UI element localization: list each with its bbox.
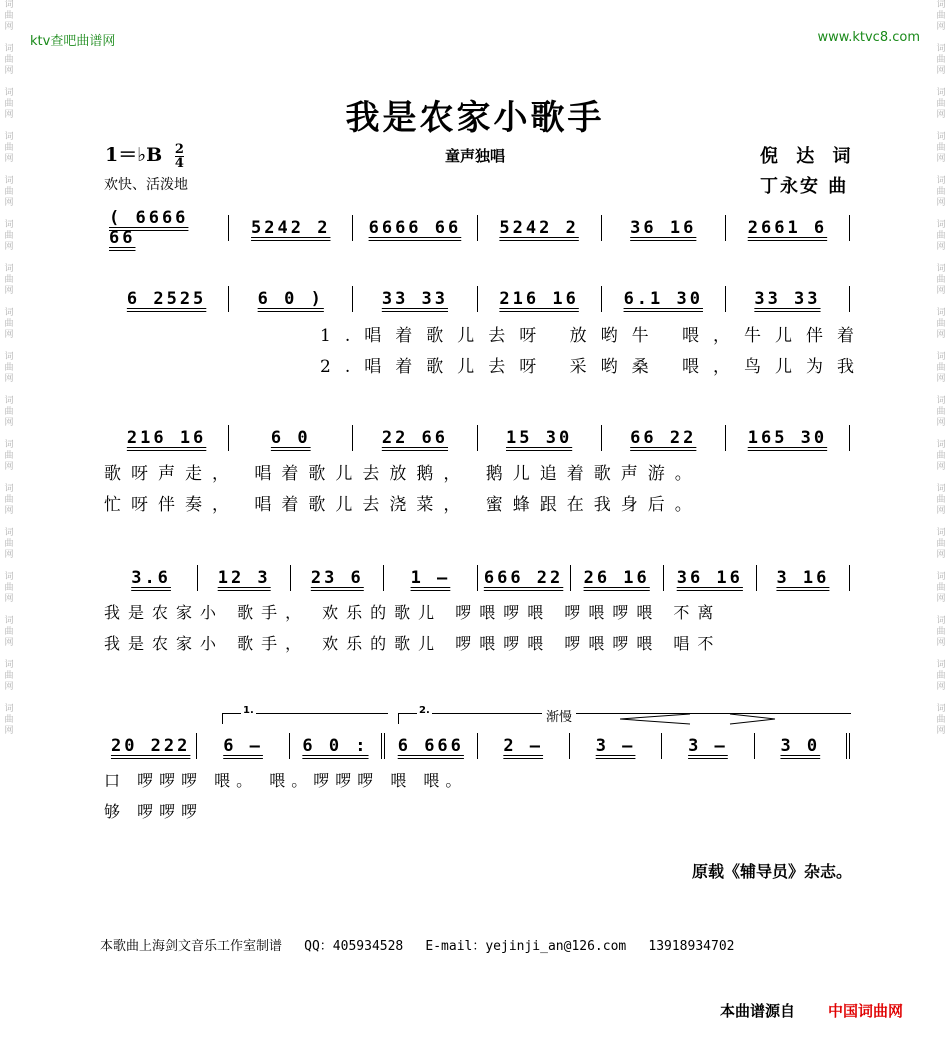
measure: 12 3 [198, 565, 291, 591]
source-note: 原载《辅导员》杂志。 [691, 862, 852, 881]
hairpin-marks [620, 712, 780, 726]
source-site-link[interactable]: 中国词曲网 [828, 1002, 904, 1020]
lyrics-verse-1: 口 啰啰啰 喂。 喂。啰啰啰 喂 喂。 [104, 771, 468, 790]
measure: 2661 6 [726, 215, 850, 241]
measure-final: 3 0 [755, 733, 850, 759]
measure: 5242 2 [229, 215, 353, 241]
ritardando-marking: 渐慢 [542, 706, 576, 725]
footer-credits [100, 935, 734, 954]
source-label: 本曲谱源自 [720, 1002, 796, 1020]
lyrics-verse-1: 我是农家小 歌手， 欢乐的歌儿 啰喂啰喂 啰喂啰喂 不离 [104, 603, 722, 622]
staff-row-4 [105, 565, 850, 591]
measure: 36 16 [664, 565, 757, 591]
email-address[interactable]: E-mail：yejinji_an@126.com [425, 939, 627, 954]
measure: 66 22 [602, 425, 726, 451]
measure: 26 16 [571, 565, 664, 591]
voice-type: 童声独唱 [444, 147, 505, 165]
measure-repeat-end: 6 0 : [290, 733, 385, 759]
qq-number: QQ：405934528 [304, 939, 404, 954]
measure: 6 2525 [105, 286, 229, 312]
staff-row-2 [105, 286, 850, 312]
composer: 丁永安 曲 [760, 176, 849, 197]
tempo-marking: 欢快、活泼地 [104, 177, 188, 193]
site-link-right[interactable]: www.ktvc8.com [817, 30, 920, 45]
measure: 6 0 ) [229, 286, 353, 312]
page-title: 我是农家小歌手 [345, 98, 605, 138]
staff-row-1 [105, 208, 850, 248]
measure: 3 – [662, 733, 754, 759]
measure: 23 6 [291, 565, 384, 591]
phone-number: 13918934702 [648, 939, 735, 954]
lyrics-verse-2: 忙呀伴奏， 唱着歌儿去浇菜， 蜜蜂跟在我身后。 [104, 495, 702, 515]
measure: 6 0 [229, 425, 353, 451]
measure: 3 – [570, 733, 662, 759]
measure: 666 22 [478, 565, 571, 591]
measure: 33 33 [353, 286, 477, 312]
measure: 22 66 [353, 425, 477, 451]
time-top: 2 [174, 141, 184, 157]
lyrics-verse-2: 够 啰啰啰 [104, 802, 204, 821]
studio-credit: 本歌曲上海剑文音乐工作室制谱 [100, 939, 283, 954]
measure: 3 16 [757, 565, 850, 591]
measure: 1 – [384, 565, 477, 591]
measure: 6.1 30 [602, 286, 726, 312]
measure: 6666 66 [353, 215, 477, 241]
volta-bracket-1: 1. [222, 713, 388, 724]
lyrics-verse-1: 歌呀声走， 唱着歌儿去放鹅， 鹅儿追着歌声游。 [104, 464, 702, 484]
measure: 15 30 [478, 425, 602, 451]
measure: 6 666 [385, 733, 477, 759]
side-watermark-left: 词 曲 网 词 曲 网 词 曲 网 词 曲 网 词 曲 网 词 曲 网 词 曲 网 词 曲 网 词 曲 网 词 曲 网 词 曲 网 词 曲 网 词 曲 网 词 曲 网 词 曲 网 词 曲 网 词 曲 网 [4, 0, 14, 736]
measure: 36 16 [602, 215, 726, 241]
time-bottom: 4 [174, 155, 184, 171]
measure: 216 16 [105, 425, 229, 451]
measure: 216 16 [478, 286, 602, 312]
measure: 6 – [197, 733, 289, 759]
key-text: 1＝♭B [105, 144, 163, 166]
site-link-left[interactable]: ktv查吧曲谱网 [30, 34, 116, 49]
lyricist: 倪 达 词 [760, 146, 857, 167]
side-watermark-right: 词 曲 网 词 曲 网 词 曲 网 词 曲 网 词 曲 网 词 曲 网 词 曲 网 词 曲 网 词 曲 网 词 曲 网 词 曲 网 词 曲 网 词 曲 网 词 曲 网 词 曲 网 词 曲 网 词 曲 网 [936, 0, 946, 736]
volta-bracket-2: 2. [398, 713, 851, 724]
lyrics-verse-2: 我是农家小 歌手， 欢乐的歌儿 啰喂啰喂 啰喂啰喂 唱不 [104, 634, 722, 653]
measure: 3.6 [105, 565, 198, 591]
measure: ( 6666 66 [105, 215, 229, 241]
lyrics-verse-1: 1.唱着歌儿去呀 放哟牛 喂，牛儿伴着 [320, 326, 869, 346]
staff-row-5 [105, 733, 850, 759]
measure: 33 33 [726, 286, 850, 312]
measure: 2 – [478, 733, 570, 759]
measure: 20 222 [105, 733, 197, 759]
lyrics-verse-2: 2.唱着歌儿去呀 采哟桑 喂，鸟儿为我 [320, 357, 869, 377]
measure: 165 30 [726, 425, 850, 451]
staff-row-3 [105, 425, 850, 451]
measure: 5242 2 [478, 215, 602, 241]
